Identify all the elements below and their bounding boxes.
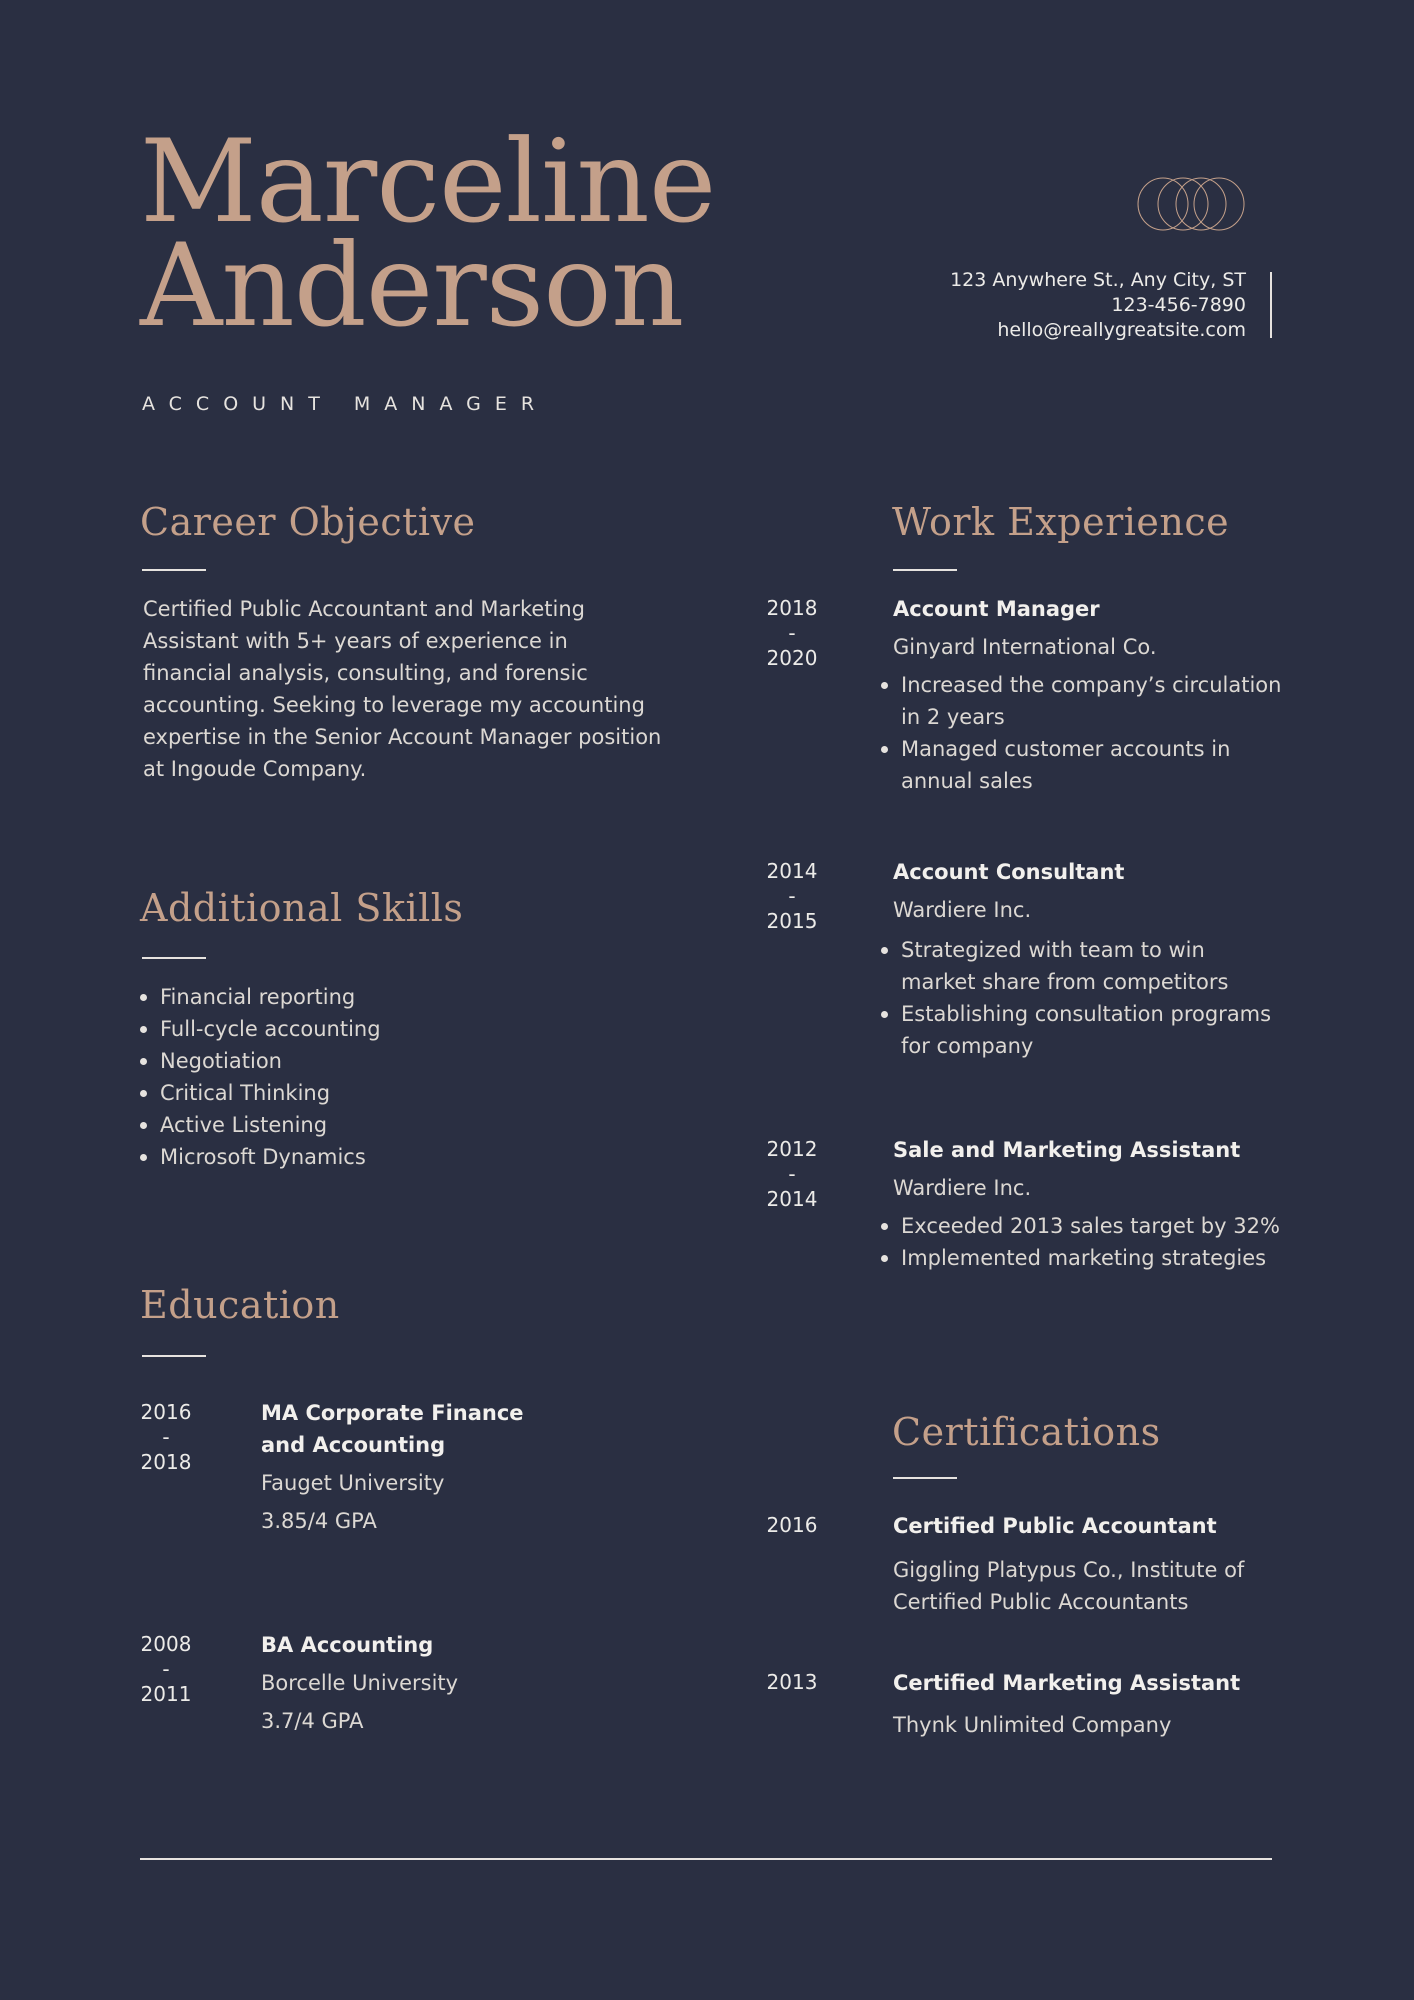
- contact-divider: [1270, 272, 1272, 338]
- work-years: 2014 - 2015: [766, 859, 818, 933]
- work-years: 2018 - 2020: [766, 596, 818, 670]
- education-years: 2016 - 2018: [140, 1400, 192, 1474]
- career-objective-heading: Career Objective: [140, 500, 476, 544]
- duties-list: [881, 1210, 1283, 1274]
- gpa: 3.85/4 GPA: [261, 1509, 377, 1533]
- footer-divider: [140, 1858, 1272, 1860]
- certifications-rule: [893, 1477, 957, 1479]
- skills-rule: [142, 957, 206, 959]
- school: Fauget University: [261, 1471, 445, 1495]
- job-role: Sale and Marketing Assistant: [893, 1138, 1241, 1162]
- candidate-name: [140, 115, 716, 352]
- certification-entry: [893, 1510, 1283, 1618]
- work-years: 2012 - 2014: [766, 1137, 818, 1211]
- list-item: Establishing consultation programs for company: [881, 998, 1283, 1062]
- job-title: ACCOUNT MANAGER: [142, 393, 549, 415]
- education-heading: Education: [140, 1283, 340, 1327]
- certification-entry: [893, 1667, 1283, 1741]
- education-entry: [261, 1397, 561, 1537]
- list-item: Critical Thinking: [140, 1077, 580, 1109]
- duties-list: [881, 669, 1283, 797]
- education-years: 2008 - 2011: [140, 1632, 192, 1706]
- certification-issuer: Thynk Unlimited Company: [893, 1713, 1172, 1737]
- certification-name: Certified Marketing Assistant: [893, 1671, 1241, 1695]
- career-objective-text: Certified Public Accountant and Marketing Assistant with 5+ years of experience in financial analysis, consulting, and forensic accounting. Seeking to leverage my accounting expertise in the Senior Account Manager position at Ingoude Company.: [143, 597, 662, 781]
- work-entry: [893, 856, 1283, 1062]
- education-rule: [142, 1355, 206, 1357]
- job-role: Account Manager: [893, 597, 1100, 621]
- school: Borcelle University: [261, 1671, 459, 1695]
- interlocking-rings-icon: [1135, 176, 1247, 232]
- list-item: Active Listening: [140, 1109, 580, 1141]
- list-item: Managed customer accounts in annual sales: [881, 733, 1283, 797]
- education-entry: [261, 1629, 561, 1737]
- list-item: Strategized with team to win market share from competitors: [881, 934, 1283, 998]
- list-item: Implemented marketing strategies: [881, 1242, 1283, 1274]
- work-experience-rule: [893, 569, 957, 571]
- work-entry: [893, 1134, 1283, 1274]
- company: Ginyard International Co.: [893, 635, 1157, 659]
- duties-list: [881, 934, 1283, 1062]
- list-item: Microsoft Dynamics: [140, 1141, 580, 1173]
- list-item: Financial reporting: [140, 981, 580, 1013]
- address: 123 Anywhere St., Any City, ST: [950, 269, 1246, 291]
- phone: 123-456-7890: [1111, 294, 1246, 316]
- list-item: Increased the company’s circulation in 2 years: [881, 669, 1283, 733]
- degree: BA Accounting: [261, 1633, 434, 1657]
- degree: MA Corporate Finance and Accounting: [261, 1401, 524, 1457]
- gpa: 3.7/4 GPA: [261, 1709, 364, 1733]
- skills-list: [140, 981, 580, 1173]
- certifications-heading: Certifications: [892, 1410, 1161, 1454]
- company: Wardiere Inc.: [893, 898, 1032, 922]
- contact-info: [950, 268, 1246, 343]
- list-item: Full-cycle accounting: [140, 1013, 580, 1045]
- certification-issuer: Giggling Platypus Co., Institute of Certified Public Accountants: [893, 1558, 1245, 1614]
- skills-heading: Additional Skills: [140, 886, 464, 930]
- work-entry: [893, 593, 1283, 797]
- last-name: Anderson: [140, 219, 684, 352]
- list-item: Negotiation: [140, 1045, 580, 1077]
- certification-year: 2016: [766, 1513, 818, 1537]
- first-name: Marceline: [140, 115, 716, 248]
- certification-year: 2013: [766, 1670, 818, 1694]
- job-role: Account Consultant: [893, 860, 1125, 884]
- list-item: Exceeded 2013 sales target by 32%: [881, 1210, 1283, 1242]
- certification-name: Certified Public Accountant: [893, 1514, 1217, 1538]
- email-link[interactable]: hello@reallygreatsite.com: [997, 319, 1246, 341]
- work-experience-heading: Work Experience: [892, 500, 1230, 544]
- career-objective-rule: [142, 569, 206, 571]
- company: Wardiere Inc.: [893, 1176, 1032, 1200]
